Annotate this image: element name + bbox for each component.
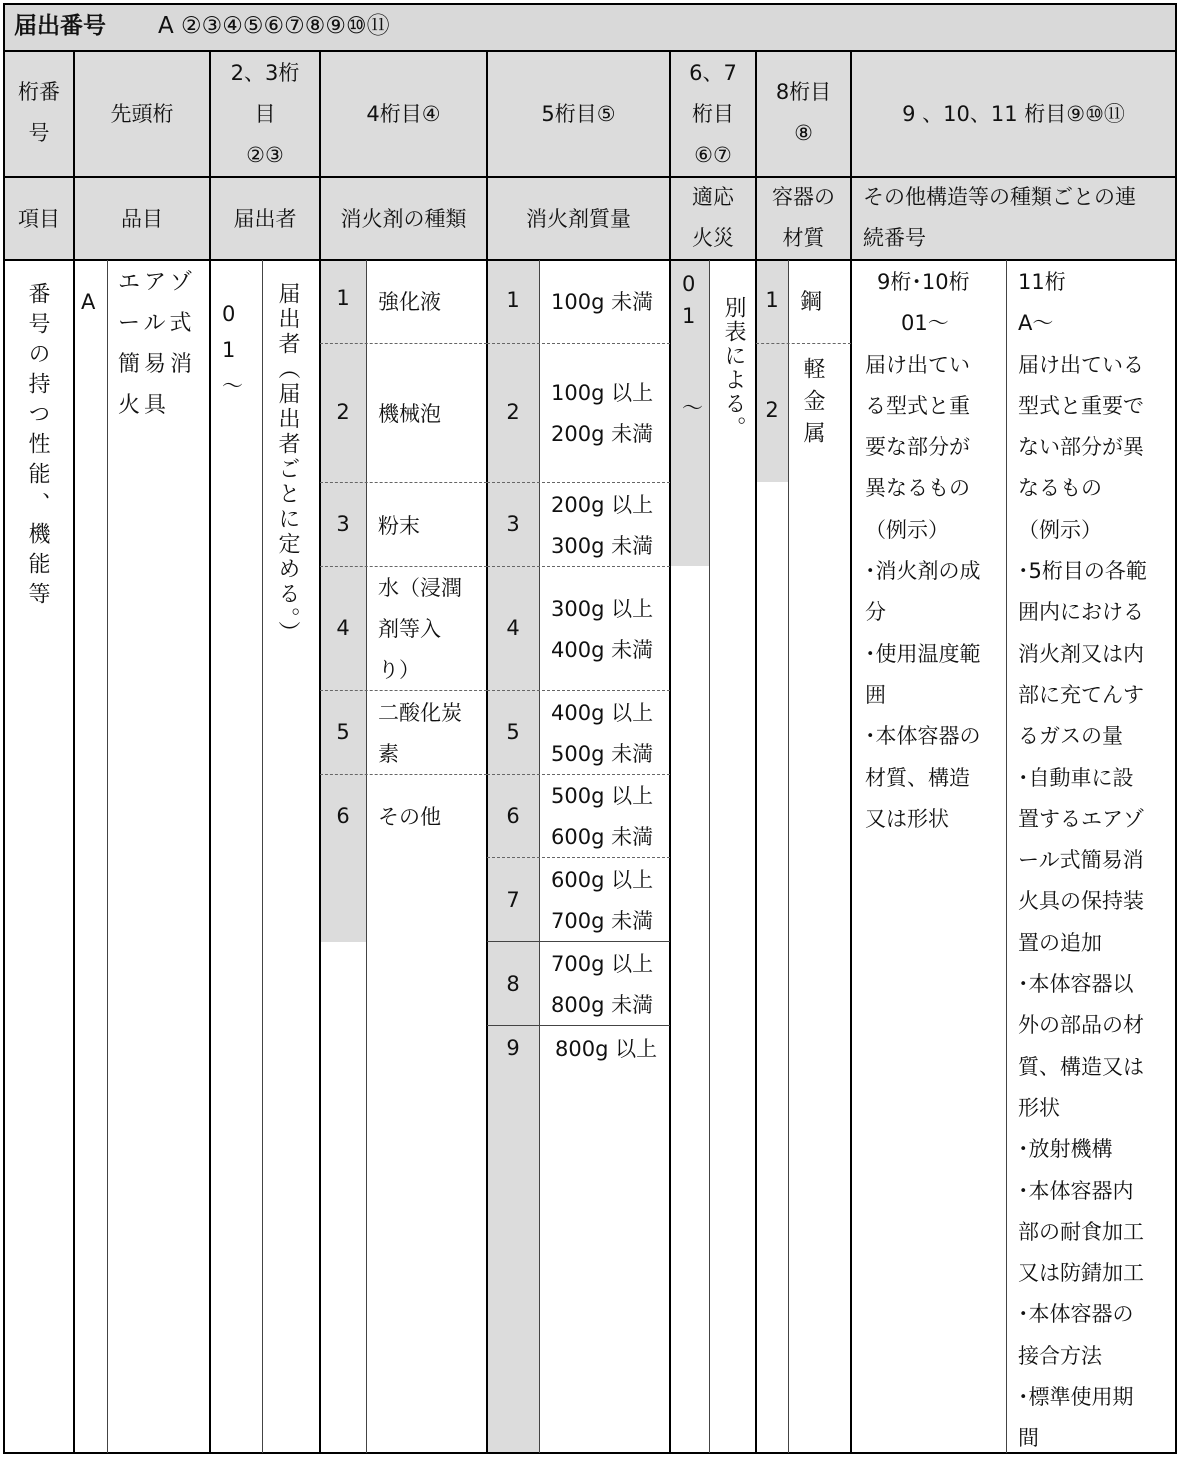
mass-row-sep bbox=[487, 343, 670, 344]
col-sep-b bbox=[209, 50, 211, 1454]
col-sep-e bbox=[669, 50, 671, 1454]
lead-code: A bbox=[81, 290, 96, 314]
mass-range-2: 100g 以上 200g 未満 bbox=[551, 381, 654, 446]
mass-code-5: 5 bbox=[506, 720, 520, 744]
mass-range-3: 200g 以上 300g 未満 bbox=[551, 493, 654, 558]
mass-code-6: 6 bbox=[506, 804, 520, 828]
agent-name-2: 機械泡 bbox=[378, 402, 441, 426]
mass-row-sep bbox=[487, 857, 670, 858]
rule-bottom bbox=[4, 1452, 1176, 1454]
serial-9-10: 9桁･10桁 01〜 届け出てい る型式と重 要な部分が 異なるもの （例示） ･消火剤の成 分 ･使用温度範 囲 ･本体容器の 材質、構造 又は形状 bbox=[865, 270, 981, 831]
notifier-codes: 0 1 〜 bbox=[222, 302, 243, 398]
agent-inner-sep bbox=[366, 260, 367, 1453]
rule-top bbox=[4, 3, 1176, 5]
mass-row-sep bbox=[487, 774, 670, 775]
agent-name-1: 強化液 bbox=[378, 290, 441, 314]
mass-row-sep bbox=[487, 566, 670, 567]
col-sep-c bbox=[319, 50, 321, 1454]
mass-code-8: 8 bbox=[506, 972, 520, 996]
body-row-label: 番号の持つ性能、機能等 bbox=[25, 282, 50, 612]
mass-row-sep bbox=[487, 690, 670, 691]
fire-codes: 0 1 〜 bbox=[682, 272, 703, 420]
hdr-serial: その他構造等の種類ごとの連 続番号 bbox=[863, 185, 1136, 250]
rule-title-bottom bbox=[4, 50, 1176, 52]
mass-range-1: 100g 未満 bbox=[551, 290, 654, 314]
agent-code-1: 1 bbox=[336, 286, 350, 310]
col-sep-a bbox=[73, 50, 75, 1454]
lead-inner-sep bbox=[107, 260, 108, 1453]
agent-name-5: 二酸化炭 素 bbox=[378, 701, 462, 766]
agent-code-3: 3 bbox=[336, 512, 350, 536]
hdr-lead-digit: 先頭桁 bbox=[110, 102, 174, 126]
hdr-agent-type: 消火剤の種類 bbox=[340, 206, 467, 231]
agent-code-4: 4 bbox=[336, 616, 350, 640]
notifier-desc: 届出者（届出者ごとに定める。） bbox=[275, 282, 300, 646]
hdr-item-row-label: 項目 bbox=[18, 206, 60, 231]
hdr-digits-9-11: 9 、10、11 桁目⑨⑩⑪ bbox=[902, 102, 1125, 126]
agent-row-sep bbox=[320, 774, 487, 775]
agent-row-sep bbox=[320, 343, 487, 344]
mass-row-sep bbox=[487, 482, 670, 483]
agent-row-sep bbox=[320, 566, 487, 567]
mass-code-1: 1 bbox=[506, 288, 520, 312]
hdr-notifier: 届出者 bbox=[233, 206, 297, 231]
hdr-digits-6-7: 6、7 桁目 ⑥⑦ bbox=[689, 61, 737, 167]
agent-code-6: 6 bbox=[336, 804, 350, 828]
hdr-container-material: 容器の 材質 bbox=[772, 185, 835, 250]
hdr-digit-8: 8桁目 ⑧ bbox=[775, 80, 832, 145]
mass-code-3: 3 bbox=[506, 512, 520, 536]
hdr-digit-5: 5桁目⑤ bbox=[541, 102, 616, 126]
mass-row-sep bbox=[487, 941, 670, 942]
mass-row-sep bbox=[487, 1025, 670, 1026]
mass-range-6: 500g 以上 600g 未満 bbox=[551, 784, 654, 849]
hdr-digit-4: 4桁目④ bbox=[366, 102, 441, 126]
mass-code-2: 2 bbox=[506, 400, 520, 424]
lead-item: エアゾ ール式 簡易消 火具 bbox=[118, 270, 197, 418]
fire-inner-sep bbox=[709, 260, 710, 1453]
hdr-digit-row-label: 桁番 号 bbox=[18, 80, 60, 145]
mass-code-4: 4 bbox=[506, 616, 520, 640]
form-number-label: 届出番号 bbox=[14, 13, 106, 39]
material-code-1: 1 bbox=[765, 288, 779, 312]
rule-right bbox=[1175, 3, 1177, 1454]
form-number-code: A ②③④⑤⑥⑦⑧⑨⑩⑪ bbox=[158, 13, 390, 39]
col-sep-g bbox=[850, 50, 852, 1454]
mass-code-7: 7 bbox=[506, 888, 520, 912]
agent-code-2: 2 bbox=[336, 400, 350, 424]
fire-desc: 別表による。 bbox=[721, 296, 746, 440]
agent-row-sep bbox=[320, 690, 487, 691]
notifier-inner-sep bbox=[262, 260, 263, 1453]
mass-range-9: 800g 以上 bbox=[555, 1037, 658, 1061]
agent-code-5: 5 bbox=[336, 720, 350, 744]
agent-name-6: その他 bbox=[378, 805, 441, 829]
rule-header-bottom bbox=[4, 259, 1176, 261]
hdr-fire-class: 適応 火災 bbox=[692, 185, 734, 250]
agent-name-4: 水（浸潤 剤等入 り） bbox=[378, 576, 462, 682]
col-sep-d bbox=[486, 50, 488, 1454]
serial-11: 11桁 A〜 届け出ている 型式と重要で ない部分が異 なるもの （例示） ･5桁目の各範 囲内における 消火剤又は内 部に充てんす るガスの量 ･自動車に設 置するエアゾ ール式簡易消 火具の保持装 置の追加 ･本体容器以 外の部品の材 質、構造又は 形状 ･放射機構 ･本体容器内 部の耐食加工 又は防錆加工 ･本体容器の 接合方法 ･標準使用期 間 bbox=[1018, 270, 1147, 1451]
material-row-sep bbox=[756, 343, 851, 344]
agent-row-sep bbox=[320, 482, 487, 483]
material-name-1: 鋼 bbox=[800, 290, 823, 315]
rule-left bbox=[3, 3, 5, 1454]
hdr-product: 品目 bbox=[121, 206, 163, 231]
agent-code-shade bbox=[320, 260, 366, 942]
mass-code-9: 9 bbox=[506, 1036, 520, 1060]
material-code-2: 2 bbox=[765, 398, 779, 422]
mass-range-8: 700g 以上 800g 未満 bbox=[551, 952, 654, 1017]
agent-name-3: 粉末 bbox=[378, 514, 420, 538]
mass-range-7: 600g 以上 700g 未満 bbox=[551, 868, 654, 933]
hdr-digits-2-3: 2、3桁 目 ②③ bbox=[230, 61, 300, 167]
material-inner-sep bbox=[788, 260, 789, 1453]
col-sep-f bbox=[755, 50, 757, 1454]
rule-header-mid bbox=[4, 176, 1176, 178]
mass-range-5: 400g 以上 500g 未満 bbox=[551, 701, 654, 766]
serial-inner-sep bbox=[1006, 260, 1007, 1453]
mass-range-4: 300g 以上 400g 未満 bbox=[551, 597, 654, 662]
material-name-2: 軽金属 bbox=[800, 357, 825, 453]
hdr-agent-mass: 消火剤質量 bbox=[526, 206, 631, 231]
